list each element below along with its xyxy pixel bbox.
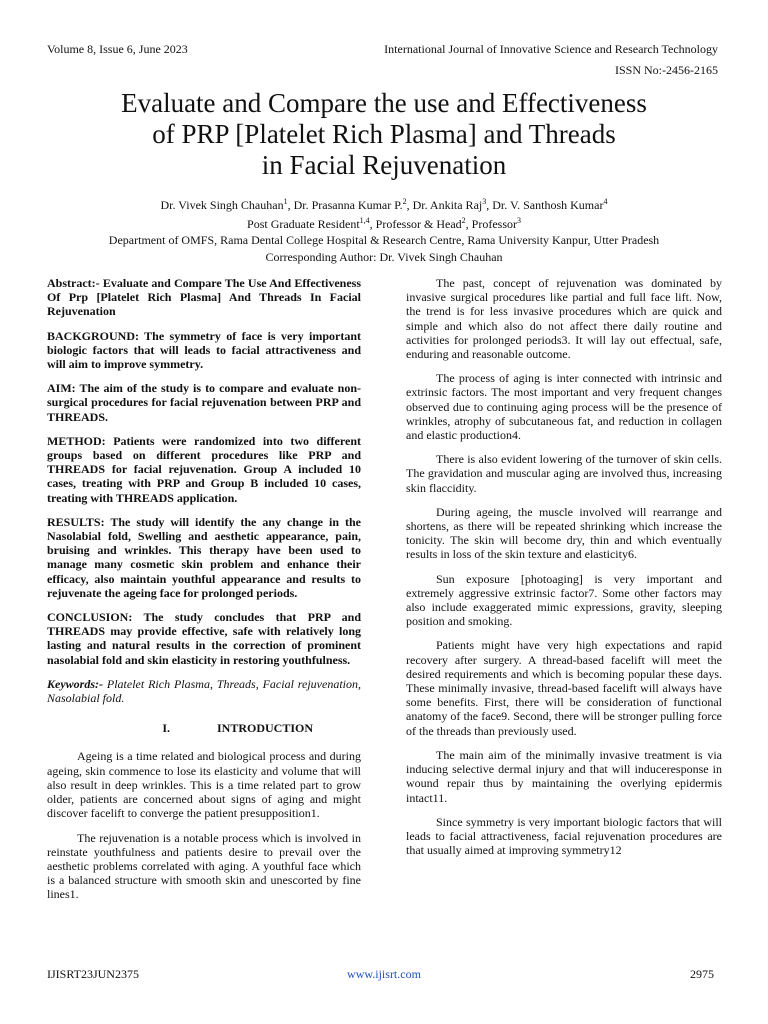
journal-url-link[interactable]: www.ijisrt.com [347, 967, 421, 981]
abstract-method: METHOD: Patients were randomized into two different groups based on different procedures like PRP and THREADS for facial rejuvenation. Group A included 10 cases, treating with PRP and Group B included 10 cases, treating with THREADS application. [47, 433, 361, 505]
title-line-3: in Facial Rejuvenation [261, 150, 507, 180]
role-2-sup: 2 [461, 216, 466, 225]
role-1: Post Graduate Resident [247, 217, 360, 231]
page-number: 2975 [690, 967, 714, 981]
paper-title [40, 88, 728, 181]
intro-paragraph-2: The rejuvenation is a notable process which is involved in reinstate youthfulness and patients desire to prevail over the aesthetic problems correlated with aging. A youthful face which is a balanced structure with smooth skin and unescorted by fine lines1. [47, 830, 361, 902]
keywords-text: Platelet Rich Plasma, Threads, Facial rejuvenation, Nasolabial fold. [47, 676, 361, 706]
author-2: , Dr. Prasanna Kumar P. [287, 198, 403, 212]
author-3: , Dr. Ankita Raj [406, 198, 483, 212]
title-line-2: of PRP [Platelet Rich Plasma] and Threads [152, 119, 616, 149]
abstract-results: RESULTS: The study will identify the any change in the Nasolabial fold, Swelling and aesthetic appearance, pain, bruising and wrinkles. This therapy have been used to manage many cosmetic skin problem and enhance their efficacy, also maintain youthful appearance and results to rejuvenate the ageing face for prolonged periods. [47, 514, 361, 600]
role-2: , Professor & Head [369, 217, 462, 231]
paper-code: IJISRT23JUN2375 [47, 967, 139, 981]
section-number: I. [162, 721, 170, 736]
author-3-sup: 3 [482, 197, 487, 206]
role-3: , Professor [465, 217, 517, 231]
keywords [47, 677, 361, 705]
corresponding-author: Corresponding Author: Dr. Vivek Singh Chauhan [265, 250, 503, 264]
paragraph-2: The process of aging is inter connected with intrinsic and extrinsic factors. The most important and very frequent changes observed due to continuing aging process will be the presence of wrinkles, atrophy of subcutaneous fat, and reduction in collagen and elastic production4. [406, 371, 722, 443]
paragraph-4: During ageing, the muscle involved will rearrange and shortens, as there will be repeated shrinking which increase the tonicity. The skin will become dry, thin and which eventually results in loss of the skin texture and elasticity6. [406, 504, 722, 562]
issn: ISSN No:-2456-2165 [614, 63, 718, 77]
abstract-conclusion: CONCLUSION: The study concludes that PRP and THREADS may provide effective, safe with relatively long lasting and natural results in the correction of prominent nasolabial fold and skin elasticity in restoring youthfulness. [47, 610, 361, 667]
department: Department of OMFS, Rama Dental College Hospital & Research Centre, Rama University Kanpur, Utter Pradesh [108, 233, 660, 247]
right-column [406, 276, 722, 867]
section-title: INTRODUCTION [217, 721, 314, 736]
paragraph-1: The past, concept of rejuvenation was dominated by invasive surgical procedures like partial and full face lift. Now, the trend is for less invasive procedures which are quick and simple and which also do not affect there daily routine and activities for prolonged periods3. It will lay out effectual, safe, enduring and reasonable outcome. [406, 276, 722, 362]
abstract-title: Abstract:- Evaluate and Compare The Use And Effectiveness Of Prp [Platelet Rich Plasma] And Threads In Facial Rejuvenation [47, 276, 361, 319]
role-1-sup: 1,4 [359, 216, 370, 225]
journal-name: International Journal of Innovative Science and Research Technology [384, 42, 718, 56]
abstract-aim: AIM: The aim of the study is to compare and evaluate non-surgical procedures for facial rejuvenation between PRP and THREADS. [47, 381, 361, 424]
author-4-sup: 4 [603, 197, 608, 206]
role-3-sup: 3 [516, 216, 521, 225]
paragraph-8: Since symmetry is very important biologic factors that will leads to facial attractiveness, facial rejuvenation procedures are that usually aimed at improving symmetry12 [406, 814, 722, 858]
volume-info: Volume 8, Issue 6, June 2023 [47, 42, 188, 56]
intro-paragraph-1: Ageing is a time related and biological process and during ageing, skin commence to lose its elasticity and volume that will also result in deep wrinkles. This is a time related part to grow older, patients are concerned about signs of aging and might discover facelift to converge the patient presupposition1. [47, 749, 361, 821]
author-1-sup: 1 [283, 197, 288, 206]
abstract-background: BACKGROUND: The symmetry of face is very important biologic factors that will leads to facial attractiveness and will aim to improve symmetry. [47, 328, 361, 372]
author-names [30, 194, 738, 213]
author-block [30, 194, 738, 248]
paragraph-6: Patients might have very high expectations and rapid recovery after surgery. A thread-based facelift will meet the desired requirements and which is becoming popular these days. These minimally invasive, thread-based facelift will always have some benefits. First, there will be consideration of functional anatomy of the face9. Second, there will be stronger pulling force of the threads than previously used. [406, 638, 722, 738]
title-line-1: Evaluate and Compare the use and Effectiveness [121, 88, 647, 118]
keywords-label: Keywords:- [47, 676, 103, 691]
author-4: , Dr. V. Santhosh Kumar [486, 198, 604, 212]
paragraph-7: The main aim of the minimally invasive treatment is via inducing selective dermal injury and that will induceresponse in wound repair thus by maintaining the overlying epidermis intact11. [406, 747, 722, 805]
author-2-sup: 2 [402, 197, 407, 206]
paragraph-3: There is also evident lowering of the turnover of skin cells. The gravidation and muscular aging are involved thus, increasing skin flaccidity. [406, 452, 722, 495]
section-heading [47, 721, 361, 735]
paragraph-5: Sun exposure [photoaging] is very important and extremely aggressive extrinsic factor7. Some other factors may also include exaggerated mimic expressions, gravity, sleeping position and smoking. [406, 571, 722, 629]
left-column [47, 276, 361, 912]
author-1: Dr. Vivek Singh Chauhan [160, 198, 284, 212]
author-roles [30, 213, 738, 232]
